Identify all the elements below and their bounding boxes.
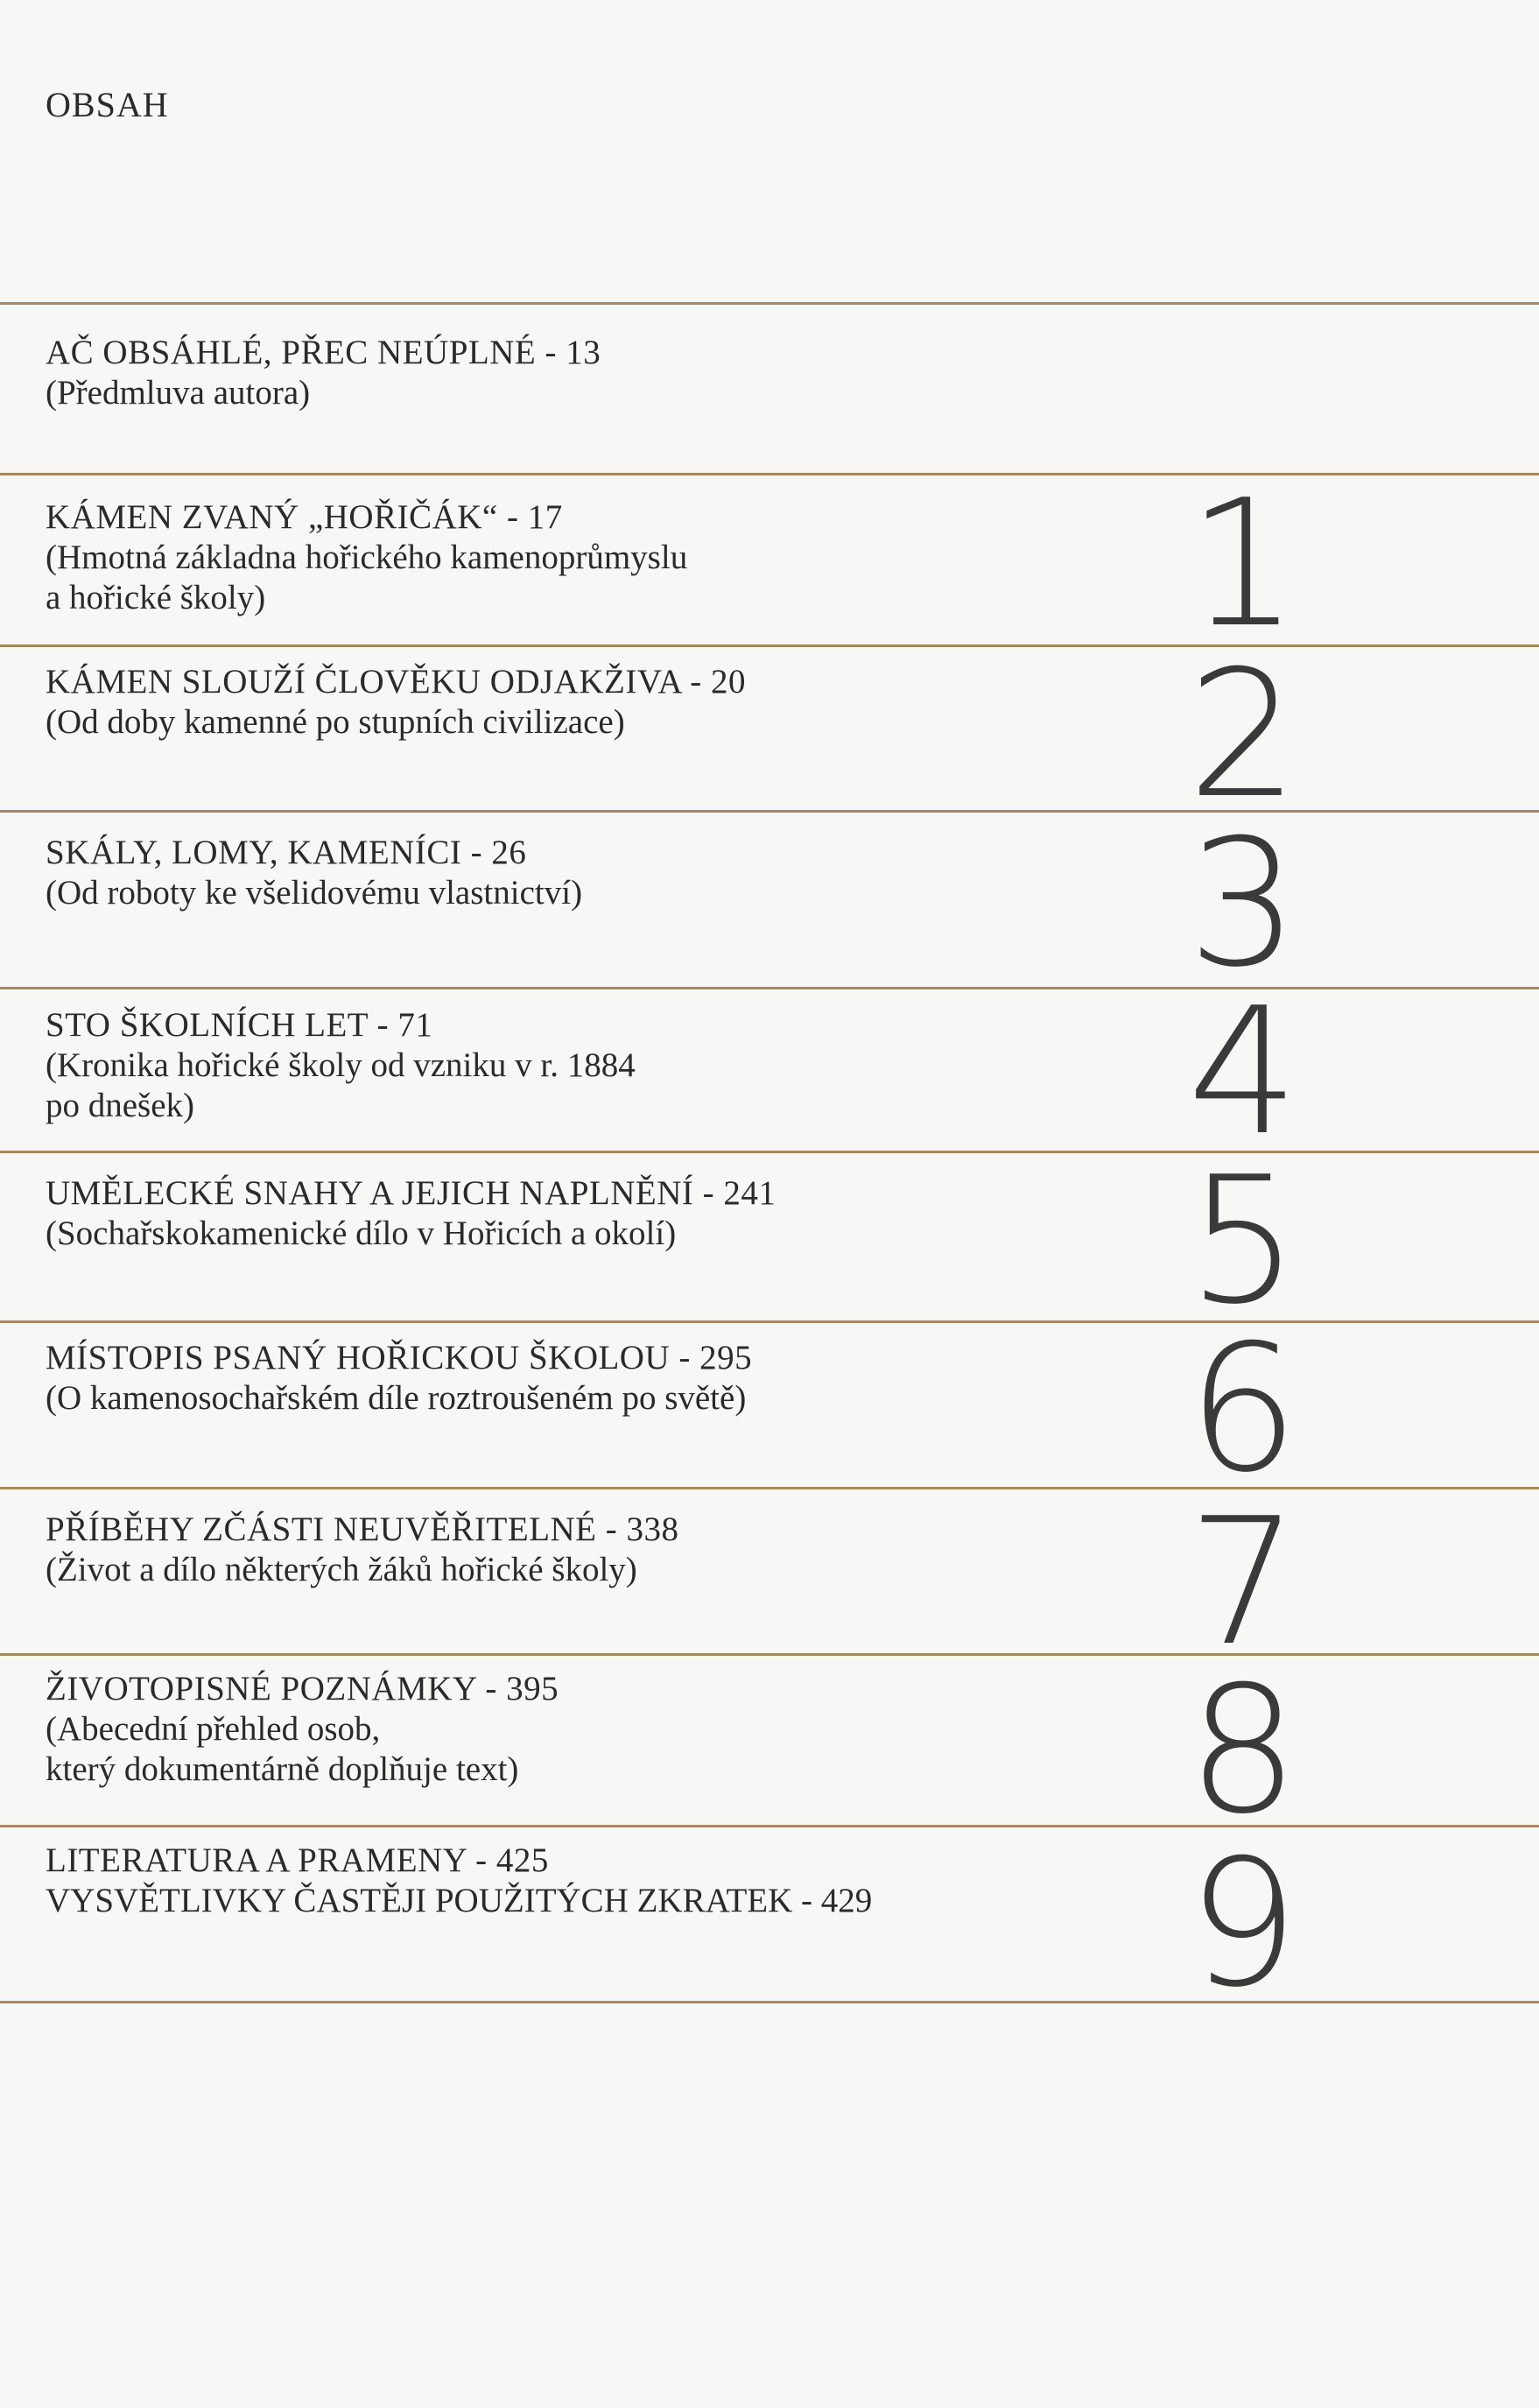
chapter-number-8: 8 [1187, 1649, 1299, 1853]
toc-entry-7 [46, 1510, 1166, 1590]
entry-title: KÁMEN SLOUŽÍ ČLOVĚKU ODJAKŽIVA - 20 [46, 663, 746, 701]
toc-entry-2 [46, 662, 1166, 743]
toc-entry-1 [46, 497, 1166, 618]
chapter-number-3: 3 [1187, 802, 1299, 1006]
entry-title: AČ OBSÁHLÉ, PŘEC NEÚPLNÉ - 13 [46, 334, 601, 371]
entry-title: MÍSTOPIS PSANÝ HOŘICKOU ŠKOLOU - 295 [46, 1339, 753, 1377]
entry-title: PŘÍBĚHY ZČÁSTI NEUVĚŘITELNÉ - 338 [46, 1510, 679, 1548]
divider [0, 1653, 1539, 1656]
entry-subtitle: (Od doby kamenné po stupních civilizace) [46, 703, 625, 741]
divider [0, 1825, 1539, 1827]
chapter-number-9: 9 [1187, 1822, 1299, 2026]
divider [0, 302, 1539, 305]
entry-subtitle: (Sochařskokamenické dílo v Hořicích a okolí) [46, 1215, 677, 1252]
toc-entry-6 [46, 1338, 1166, 1419]
divider [0, 1487, 1539, 1489]
divider [0, 2001, 1539, 2003]
chapter-number-7: 7 [1187, 1481, 1299, 1685]
entry-subtitle: (Od roboty ke všelidovému vlastnictví) [46, 874, 583, 912]
toc-entry-3 [46, 833, 1166, 913]
entry-title: KÁMEN ZVANÝ „HOŘIČÁK“ - 17 [46, 498, 563, 536]
entry-subtitle: (O kamenosochařském díle roztroušeném po světě) [46, 1379, 747, 1417]
entry-subtitle: (Kronika hořické školy od vzniku v r. 1884 [46, 1046, 636, 1084]
toc-entry-8 [46, 1669, 1166, 1790]
toc-entry-4 [46, 1005, 1166, 1126]
divider [0, 810, 1539, 813]
entry-subtitle: po dnešek) [46, 1087, 195, 1124]
entry-title: SKÁLY, LOMY, KAMENÍCI - 26 [46, 834, 527, 871]
chapter-number-2: 2 [1187, 633, 1299, 837]
entry-title: ŽIVOTOPISNÉ POZNÁMKY - 395 [46, 1670, 559, 1707]
divider [0, 473, 1539, 475]
entry-title: UMĚLECKÉ SNAHY A JEJICH NAPLNĚNÍ - 241 [46, 1174, 777, 1212]
chapter-number-6: 6 [1187, 1307, 1299, 1511]
toc-entry-preface [46, 333, 1166, 413]
chapter-number-4: 4 [1187, 970, 1299, 1174]
divider [0, 644, 1539, 647]
toc-entry-9 [46, 1841, 1166, 1921]
entry-subtitle: (Abecední přehled osob, [46, 1710, 381, 1748]
entry-subtitle: (Předmluva autora) [46, 374, 311, 412]
toc-entry-5 [46, 1173, 1166, 1254]
page-title: OBSAH [46, 85, 169, 124]
entry-subtitle: (Život a dílo některých žáků hořické školy) [46, 1551, 637, 1588]
entry-subtitle: VYSVĚTLIVKY ČASTĚJI POUŽITÝCH ZKRATEK - 429 [46, 1882, 873, 1919]
divider [0, 1151, 1539, 1153]
entry-subtitle: (Hmotná základna hořického kamenoprůmyslu [46, 539, 688, 576]
entry-title: STO ŠKOLNÍCH LET - 71 [46, 1006, 433, 1044]
entry-subtitle: a hořické školy) [46, 579, 266, 616]
entry-title: LITERATURA A PRAMENY - 425 [46, 1841, 549, 1879]
entry-subtitle: který dokumentárně doplňuje text) [46, 1750, 519, 1788]
chapter-number-1: 1 [1187, 462, 1299, 666]
chapter-number-5: 5 [1187, 1139, 1299, 1343]
